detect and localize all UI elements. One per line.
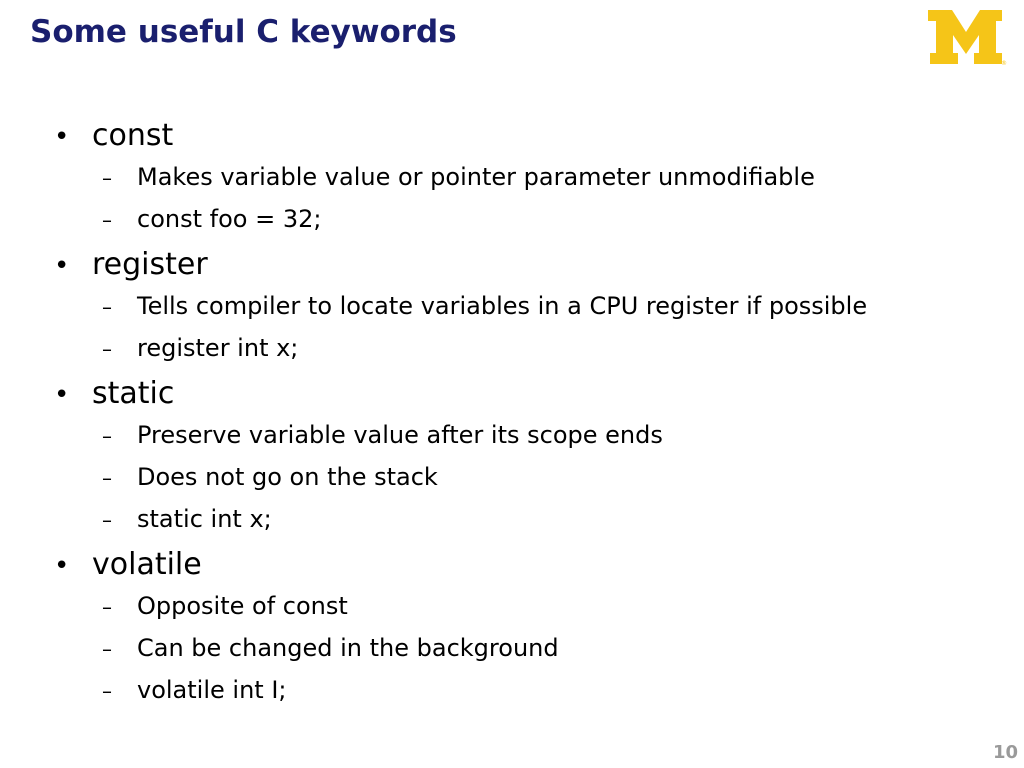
sub-bullet-marker: – bbox=[102, 424, 112, 448]
bullet-text: const bbox=[92, 118, 174, 153]
sub-bullet-text: Tells compiler to locate variables in a CPU register if possible bbox=[137, 292, 868, 320]
sub-bullet-item bbox=[102, 157, 994, 199]
sub-bullet-marker: – bbox=[102, 508, 112, 532]
bullet-marker: • bbox=[54, 380, 70, 410]
block-m-logo-icon bbox=[926, 8, 1006, 66]
sub-bullet-marker: – bbox=[102, 208, 112, 232]
bullet-item bbox=[54, 374, 994, 415]
sub-bullet-item bbox=[102, 415, 994, 457]
sub-bullet-text: Can be changed in the background bbox=[137, 634, 559, 662]
sub-bullet-text: Makes variable value or pointer parameter unmodifiable bbox=[137, 163, 815, 191]
bullet-marker: • bbox=[54, 122, 70, 152]
sub-bullet-marker: – bbox=[102, 595, 112, 619]
bullet-text: register bbox=[92, 247, 208, 282]
sub-bullet-marker: – bbox=[102, 466, 112, 490]
sub-bullet-item bbox=[102, 457, 994, 499]
registered-mark: ® bbox=[1001, 60, 1007, 67]
bullet-list bbox=[54, 116, 994, 712]
bullet-text: volatile bbox=[92, 547, 202, 582]
sub-bullet-marker: – bbox=[102, 166, 112, 190]
sub-bullet-text: Does not go on the stack bbox=[137, 463, 438, 491]
sub-bullet-item bbox=[102, 499, 994, 541]
sub-bullet-item bbox=[102, 199, 994, 241]
page-number: 10 bbox=[992, 742, 1018, 763]
sub-bullet-item bbox=[102, 628, 994, 670]
bullet-item bbox=[54, 545, 994, 586]
bullet-item bbox=[54, 245, 994, 286]
slide-title: Some useful C keywords bbox=[30, 14, 457, 50]
sub-bullet-marker: – bbox=[102, 337, 112, 361]
sub-bullet-item bbox=[102, 670, 994, 712]
bullet-marker: • bbox=[54, 251, 70, 281]
block-m-shape bbox=[928, 10, 1002, 64]
sub-bullet-text: const foo = 32; bbox=[137, 205, 322, 233]
sub-bullet-text: Preserve variable value after its scope ends bbox=[137, 421, 663, 449]
sub-bullet-text: volatile int I; bbox=[137, 676, 287, 704]
sub-bullet-text: static int x; bbox=[137, 505, 272, 533]
sub-bullet-marker: – bbox=[102, 295, 112, 319]
sub-bullet-text: Opposite of const bbox=[137, 592, 348, 620]
sub-bullet-item bbox=[102, 286, 994, 328]
bullet-text: static bbox=[92, 376, 175, 411]
sub-bullet-item bbox=[102, 586, 994, 628]
bullet-item bbox=[54, 116, 994, 157]
sub-bullet-marker: – bbox=[102, 637, 112, 661]
sub-bullet-marker: – bbox=[102, 679, 112, 703]
sub-bullet-item bbox=[102, 328, 994, 370]
bullet-marker: • bbox=[54, 551, 70, 581]
sub-bullet-text: register int x; bbox=[137, 334, 299, 362]
